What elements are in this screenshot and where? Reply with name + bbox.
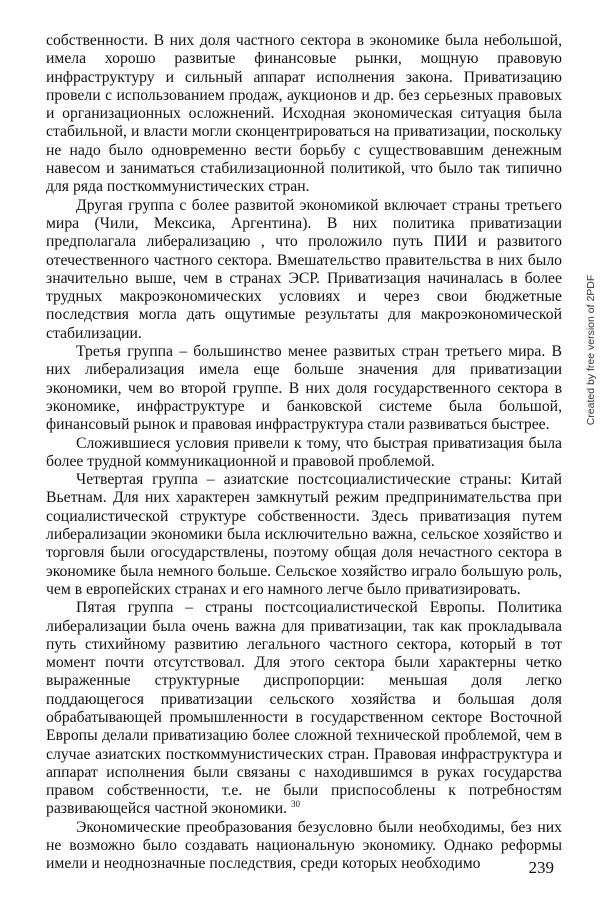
paragraph-6-text: Пятая группа – страны постсоциалистической Европы. Политика либерализации была очень важна для приватизации, так как прокладывала путь стихийному развитию легального частного сектора, который в тот момент почти отсутствовал. Для этого сектора были характерны четко выраженные структурные диспропорции: меньшая доля легко поддающегося приватизации сельского хозяйства и большая доля обрабатывающей промышленности в государственном секторе Восточной Европы делали приватизацию более сложной технической проблемой, чем в случае азиатских посткоммунистических стран. Правовая инфраструктура и аппарат исполнения были связаны с находившимся в руках государства правом собственности, т.е. не были приспособлены к потребностям развивающейся частной экономики. (46, 599, 562, 818)
paragraph-1: собственности. В них доля частного сектора в экономике была небольшой, имела хорошо развитые финансовые рынки, мощную правовую инфраструктуру и сильный аппарат исполнения закона. Приватизацию провели с использованием продаж, аукционов и др. без серьезных правовых и организационных осложнений. Исходная экономическая ситуация была стабильной, и власти могли сконцентрироваться на приватизации, поскольку не надо было одновременно вести борьбу с существовавшим денежным навесом и заниматься стабилизационной политикой, что было так типично для ряда посткоммунистических стран. (46, 32, 562, 196)
paragraph-4: Сложившиеся условия привели к тому, что быстрая приватизация была более трудной коммуникационной и правовой проблемой. (46, 434, 562, 470)
paragraph-6 (46, 599, 562, 819)
page-number: 239 (528, 858, 554, 877)
page-body (46, 32, 562, 890)
paragraph-2: Другая группа с более развитой экономикой включает страны третьего мира (Чили, Мексика, Аргентина). В них политика приватизации предполагала либерализацию , что проложило путь ПИИ и развитого отечественного частного сектора. Вмешательство правительства в них было значительно выше, чем в странах ЭСР. Приватизация начиналась в более трудных макроэкономических условиях и через свои бюджетные последствия могла дать ощутимые результаты для макроэкономической стабилизации. (46, 196, 562, 342)
paragraph-7: Экономические преобразования безусловно были необходимы, без них не возможно было создавать национальную экономику. Однако реформы имели и неоднозначные последствия, среди которых необходимо (46, 818, 562, 873)
paragraph-5: Четвертая группа – азиатские постсоциалистические страны: Китай Вьетнам. Для них характерен замкнутый режим предпринимательства при социалистической структуре собственности. Здесь приватизация путем либерализации экономики была исключительно важна, сельское хозяйство и торговля были огосударствлены, поэтому общая доля нечастного сектора в экономике была немного больше. Сельское хозяйство играло большую роль, чем в европейских странах и его намного легче было приватизировать. (46, 471, 562, 598)
paragraph-3: Третья группа – большинство менее развитых стран третьего мира. В них либерализация имела еще больше значения для приватизации экономики, чем во второй группе. В них доля государственного сектора в экономике, инфраструктуре и банковской системе была большой, финансовый рынок и правовая инфраструктура стали развиваться быстрее. (46, 343, 562, 434)
watermark-text: Created by free version of 2PDF (585, 274, 597, 426)
footnote-marker: 30 (290, 799, 300, 810)
